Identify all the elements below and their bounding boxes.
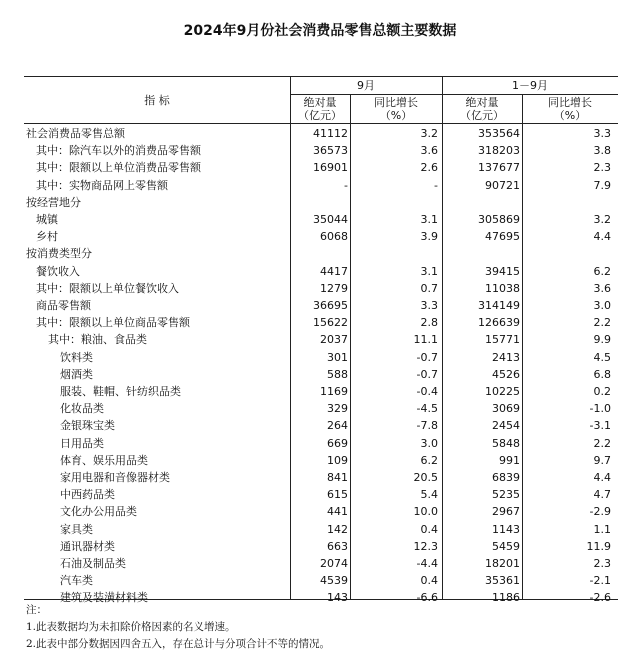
table-row bbox=[24, 572, 618, 589]
header-ytd-abs-value-label: 绝对量 bbox=[465, 96, 499, 109]
header-abs-value-unit: （亿元） bbox=[298, 109, 342, 122]
cell-ytd-abs-value: 35361 bbox=[485, 574, 520, 588]
cell-ytd-yoy-growth: 3.0 bbox=[593, 299, 611, 312]
cell-sep-yoy-growth: 3.1 bbox=[420, 213, 438, 226]
table-row bbox=[24, 125, 618, 142]
cell-ytd-abs-value: 305869 bbox=[478, 213, 520, 226]
cell-sep-abs-value: 35044 bbox=[313, 213, 348, 226]
cell-sep-abs-value: - bbox=[344, 178, 348, 192]
cell-sep-yoy-growth: -0.4 bbox=[416, 385, 438, 398]
cell-ytd-abs-value: 318203 bbox=[478, 144, 520, 158]
row-label: 城镇 bbox=[36, 213, 58, 226]
cell-ytd-abs-value: 314149 bbox=[478, 299, 520, 312]
cell-sep-yoy-growth: 2.6 bbox=[420, 161, 438, 175]
cell-sep-abs-value: 142 bbox=[327, 522, 348, 536]
row-label: 饮料类 bbox=[60, 350, 93, 364]
table-row bbox=[24, 297, 618, 314]
cell-sep-yoy-growth: 3.2 bbox=[420, 127, 438, 140]
header-yoy-growth bbox=[350, 96, 442, 122]
row-label: 金银珠宝类 bbox=[60, 419, 115, 433]
cell-ytd-abs-value: 991 bbox=[499, 453, 520, 467]
header-indicator: 指 标 bbox=[144, 94, 170, 107]
cell-sep-abs-value: 16901 bbox=[313, 161, 348, 175]
header-period-ytd: 1－9月 bbox=[512, 79, 548, 92]
cell-ytd-abs-value: 5848 bbox=[492, 436, 520, 450]
row-label: 汽车类 bbox=[60, 574, 93, 588]
cell-sep-abs-value: 1169 bbox=[320, 385, 348, 398]
cell-ytd-yoy-growth: 6.8 bbox=[593, 367, 611, 381]
table-row bbox=[24, 452, 618, 469]
page-title: 2024年9月份社会消费品零售总额主要数据 bbox=[183, 23, 457, 39]
header-divider bbox=[290, 94, 618, 95]
cell-ytd-yoy-growth: 2.2 bbox=[593, 436, 611, 450]
table-row bbox=[24, 400, 618, 417]
cell-sep-yoy-growth: -6.6 bbox=[416, 591, 438, 605]
cell-ytd-abs-value: 18201 bbox=[485, 557, 520, 570]
row-label: 家用电器和音像器材类 bbox=[60, 471, 170, 484]
row-label: 日用品类 bbox=[60, 436, 104, 450]
row-label: 餐饮收入 bbox=[36, 264, 80, 278]
cell-ytd-yoy-growth: 9.9 bbox=[593, 333, 611, 347]
table-row bbox=[24, 469, 618, 486]
cell-sep-abs-value: 41112 bbox=[313, 127, 348, 140]
cell-sep-abs-value: 264 bbox=[327, 419, 348, 433]
table-row bbox=[24, 142, 618, 159]
cell-ytd-yoy-growth: 6.2 bbox=[593, 264, 611, 278]
row-label: 按消费类型分 bbox=[26, 247, 92, 261]
cell-sep-yoy-growth: -0.7 bbox=[416, 350, 438, 364]
cell-sep-yoy-growth: -7.8 bbox=[416, 419, 438, 433]
cell-sep-abs-value: 36573 bbox=[313, 144, 348, 158]
cell-ytd-abs-value: 47695 bbox=[485, 230, 520, 244]
cell-ytd-abs-value: 1186 bbox=[492, 591, 520, 605]
cell-sep-yoy-growth: 0.4 bbox=[420, 574, 438, 588]
header-yoy-growth-unit: （%） bbox=[379, 109, 413, 122]
note-item: 2.此表中部分数据因四舍五入，存在总计与分项合计不等的情况。 bbox=[26, 638, 331, 650]
cell-ytd-yoy-growth: 3.2 bbox=[593, 213, 611, 226]
row-label: 按经营地分 bbox=[26, 195, 81, 209]
header-ytd-abs-value bbox=[442, 96, 522, 122]
cell-sep-yoy-growth: 5.4 bbox=[420, 488, 438, 502]
cell-sep-abs-value: 36695 bbox=[313, 299, 348, 312]
cell-sep-abs-value: 329 bbox=[327, 402, 348, 416]
cell-sep-abs-value: 841 bbox=[327, 471, 348, 484]
table-row bbox=[24, 263, 618, 280]
row-label: 其中：限额以上单位商品零售额 bbox=[36, 316, 190, 330]
row-label: 其中：粮油、食品类 bbox=[48, 333, 147, 347]
table-row bbox=[24, 555, 618, 572]
cell-ytd-abs-value: 137677 bbox=[478, 161, 520, 175]
header-period-september: 9月 bbox=[357, 79, 375, 92]
cell-ytd-yoy-growth: 1.1 bbox=[593, 522, 611, 536]
cell-ytd-yoy-growth: 2.3 bbox=[593, 557, 611, 570]
table-row bbox=[24, 383, 618, 400]
row-label: 烟酒类 bbox=[60, 367, 93, 381]
cell-ytd-abs-value: 39415 bbox=[485, 264, 520, 278]
cell-ytd-abs-value: 6839 bbox=[492, 471, 520, 484]
cell-ytd-yoy-growth: 9.7 bbox=[593, 453, 611, 467]
table-row bbox=[24, 245, 618, 262]
cell-sep-abs-value: 2037 bbox=[320, 333, 348, 347]
cell-ytd-yoy-growth: 2.2 bbox=[593, 316, 611, 330]
header-yoy-growth-label: 同比增长 bbox=[374, 96, 418, 109]
cell-ytd-yoy-growth: -2.1 bbox=[589, 574, 611, 588]
cell-ytd-abs-value: 1143 bbox=[492, 522, 520, 536]
cell-sep-abs-value: 109 bbox=[327, 453, 348, 467]
cell-ytd-yoy-growth: 3.8 bbox=[593, 144, 611, 158]
row-label: 中西药品类 bbox=[60, 488, 115, 502]
row-label: 体育、娱乐用品类 bbox=[60, 453, 148, 467]
row-label: 乡村 bbox=[36, 230, 58, 244]
cell-ytd-yoy-growth: 7.9 bbox=[593, 178, 611, 192]
row-label: 服装、鞋帽、针纺织品类 bbox=[60, 385, 181, 398]
cell-ytd-abs-value: 2454 bbox=[492, 419, 520, 433]
cell-ytd-yoy-growth: 11.9 bbox=[586, 539, 611, 553]
cell-ytd-yoy-growth: 0.2 bbox=[593, 385, 611, 398]
header-ytd-yoy-growth bbox=[522, 96, 618, 122]
row-label: 其中：限额以上单位消费品零售额 bbox=[36, 161, 201, 175]
table-row bbox=[24, 538, 618, 555]
row-label: 社会消费品零售总额 bbox=[26, 127, 125, 140]
header-ytd-yoy-growth-unit: （%） bbox=[553, 109, 587, 122]
cell-ytd-abs-value: 353564 bbox=[478, 127, 520, 140]
row-label: 文化办公用品类 bbox=[60, 505, 137, 519]
notes-heading: 注： bbox=[26, 604, 47, 616]
cell-sep-yoy-growth: 3.9 bbox=[420, 230, 438, 244]
cell-sep-yoy-growth: 0.4 bbox=[420, 522, 438, 536]
cell-ytd-abs-value: 2413 bbox=[492, 350, 520, 364]
table-row bbox=[24, 521, 618, 538]
row-label: 建筑及装潢材料类 bbox=[60, 591, 148, 605]
table-row bbox=[24, 331, 618, 348]
table-row bbox=[24, 280, 618, 297]
cell-ytd-yoy-growth: -2.6 bbox=[589, 591, 611, 605]
cell-ytd-abs-value: 3069 bbox=[492, 402, 520, 416]
cell-sep-yoy-growth: 6.2 bbox=[420, 453, 438, 467]
cell-sep-abs-value: 669 bbox=[327, 436, 348, 450]
row-label: 其中：除汽车以外的消费品零售额 bbox=[36, 144, 201, 158]
table-row bbox=[24, 228, 618, 245]
table-row bbox=[24, 159, 618, 176]
cell-sep-abs-value: 6068 bbox=[320, 230, 348, 244]
cell-ytd-abs-value: 2967 bbox=[492, 505, 520, 519]
cell-ytd-yoy-growth: 4.4 bbox=[593, 471, 611, 484]
cell-ytd-yoy-growth: 4.5 bbox=[593, 350, 611, 364]
data-table bbox=[24, 76, 618, 605]
cell-ytd-abs-value: 5235 bbox=[492, 488, 520, 502]
cell-sep-yoy-growth: -4.5 bbox=[416, 402, 438, 416]
cell-sep-abs-value: 4417 bbox=[320, 264, 348, 278]
cell-sep-yoy-growth: 3.0 bbox=[420, 436, 438, 450]
cell-ytd-abs-value: 5459 bbox=[492, 539, 520, 553]
cell-ytd-yoy-growth: 4.7 bbox=[593, 488, 611, 502]
cell-sep-abs-value: 15622 bbox=[313, 316, 348, 330]
cell-sep-yoy-growth: - bbox=[434, 178, 438, 192]
header-ytd-yoy-growth-label: 同比增长 bbox=[548, 96, 592, 109]
cell-sep-abs-value: 441 bbox=[327, 505, 348, 519]
cell-ytd-yoy-growth: -1.0 bbox=[589, 402, 611, 416]
row-label: 化妆品类 bbox=[60, 402, 104, 416]
cell-ytd-abs-value: 90721 bbox=[485, 178, 520, 192]
note-item: 1.此表数据均为未扣除价格因素的名义增速。 bbox=[26, 621, 236, 633]
notes bbox=[26, 602, 330, 653]
cell-ytd-yoy-growth: 4.4 bbox=[593, 230, 611, 244]
cell-ytd-abs-value: 4526 bbox=[492, 367, 520, 381]
header-abs-value bbox=[290, 96, 350, 122]
cell-sep-yoy-growth: 3.6 bbox=[420, 144, 438, 158]
cell-sep-abs-value: 143 bbox=[327, 591, 348, 605]
cell-sep-abs-value: 588 bbox=[327, 367, 348, 381]
cell-sep-yoy-growth: 0.7 bbox=[420, 281, 438, 295]
cell-sep-abs-value: 2074 bbox=[320, 557, 348, 570]
cell-ytd-abs-value: 11038 bbox=[485, 281, 520, 295]
row-label: 通讯器材类 bbox=[60, 539, 115, 553]
cell-sep-yoy-growth: 10.0 bbox=[413, 505, 438, 519]
cell-sep-yoy-growth: 20.5 bbox=[413, 471, 438, 484]
cell-sep-yoy-growth: 3.3 bbox=[420, 299, 438, 312]
cell-ytd-yoy-growth: 3.3 bbox=[593, 127, 611, 140]
cell-sep-yoy-growth: -0.7 bbox=[416, 367, 438, 381]
table-row bbox=[24, 314, 618, 331]
cell-sep-yoy-growth: 12.3 bbox=[413, 539, 438, 553]
cell-sep-abs-value: 4539 bbox=[320, 574, 348, 588]
cell-ytd-yoy-growth: -3.1 bbox=[589, 419, 611, 433]
row-label: 石油及制品类 bbox=[60, 557, 126, 570]
table-row bbox=[24, 417, 618, 434]
table-row bbox=[24, 486, 618, 503]
table-row bbox=[24, 211, 618, 228]
cell-sep-yoy-growth: 11.1 bbox=[413, 333, 438, 347]
cell-ytd-abs-value: 126639 bbox=[478, 316, 520, 330]
table-row bbox=[24, 194, 618, 211]
table-row bbox=[24, 366, 618, 383]
table-row bbox=[24, 435, 618, 452]
cell-sep-abs-value: 663 bbox=[327, 539, 348, 553]
cell-sep-abs-value: 301 bbox=[327, 350, 348, 364]
table-row bbox=[24, 349, 618, 366]
cell-ytd-yoy-growth: -2.9 bbox=[589, 505, 611, 519]
table-row bbox=[24, 503, 618, 520]
row-label: 其中：实物商品网上零售额 bbox=[36, 178, 168, 192]
cell-ytd-abs-value: 10225 bbox=[485, 385, 520, 398]
cell-sep-yoy-growth: -4.4 bbox=[416, 557, 438, 570]
cell-sep-yoy-growth: 2.8 bbox=[420, 316, 438, 330]
row-label: 商品零售额 bbox=[36, 299, 91, 312]
table-row bbox=[24, 177, 618, 194]
cell-sep-yoy-growth: 3.1 bbox=[420, 264, 438, 278]
cell-ytd-yoy-growth: 2.3 bbox=[593, 161, 611, 175]
cell-ytd-abs-value: 15771 bbox=[485, 333, 520, 347]
header-divider bbox=[24, 123, 618, 124]
header-ytd-abs-value-unit: （亿元） bbox=[460, 109, 504, 122]
header-abs-value-label: 绝对量 bbox=[303, 96, 337, 109]
row-label: 家具类 bbox=[60, 522, 93, 536]
cell-ytd-yoy-growth: 3.6 bbox=[593, 281, 611, 295]
cell-sep-abs-value: 615 bbox=[327, 488, 348, 502]
row-label: 其中：限额以上单位餐饮收入 bbox=[36, 281, 179, 295]
cell-sep-abs-value: 1279 bbox=[320, 281, 348, 295]
